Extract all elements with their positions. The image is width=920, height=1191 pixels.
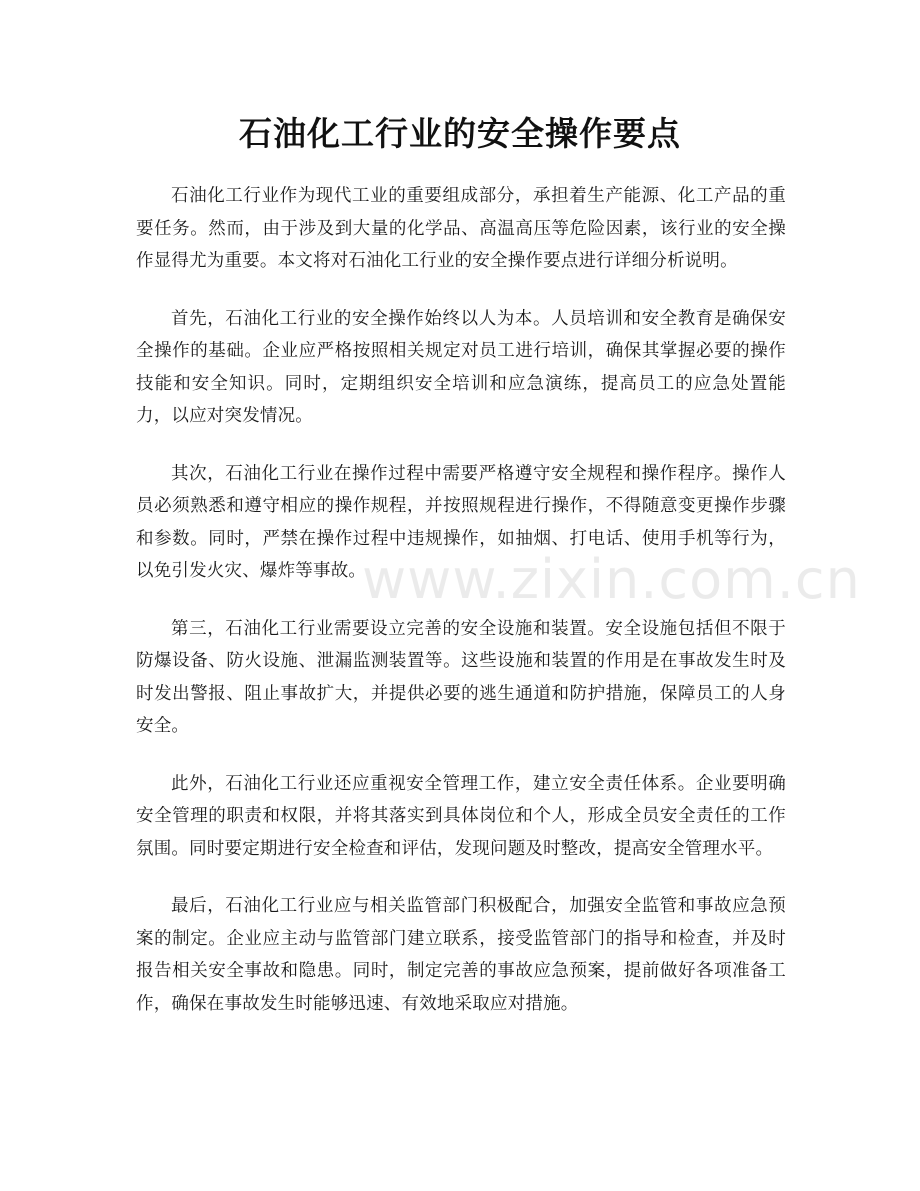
paragraph-first: 首先，石油化工行业的安全操作始终以人为本。人员培训和安全教育是确保安全操作的基础。企业应严格按照相关规定对员工进行培训，确保其掌握必要的操作技能和安全知识。同时，定期组织安全培训和应急演练，提高员工的应急处置能力，以应对突发情况。 — [136, 308, 786, 426]
paragraph-second: 其次，石油化工行业在操作过程中需要严格遵守安全规程和操作程序。操作人员必须熟悉和遵守相应的操作规程，并按照规程进行操作，不得随意变更操作步骤和参数。同时，严禁在操作过程中违规操作，如抽烟、打电话、使用手机等行为，以免引发火灾、爆炸等事故。 — [136, 463, 786, 581]
paragraph-finally: 最后，石油化工行业应与相关监管部门积极配合，加强安全监管和事故应急预案的制定。企业应主动与监管部门建立联系，接受监管部门的指导和检查，并及时报告相关安全事故和隐患。同时，制定完善的事故应急预案，提前做好各项准备工作，确保在事故发生时能够迅速、有效地采取应对措施。 — [136, 896, 786, 1014]
document-body — [136, 180, 786, 1045]
document-title: 石油化工行业的安全操作要点 — [239, 114, 681, 153]
paragraph-intro: 石油化工行业作为现代工业的重要组成部分，承担着生产能源、化工产品的重要任务。然而，由于涉及到大量的化学品、高温高压等危险因素，该行业的安全操作显得尤为重要。本文将对石油化工行业的安全操作要点进行详细分析说明。 — [136, 186, 786, 271]
paragraph-third: 第三，石油化工行业需要设立完善的安全设施和装置。安全设施包括但不限于防爆设备、防火设施、泄漏监测装置等。这些设施和装置的作用是在事故发生时及时发出警报、阻止事故扩大，并提供必要的逃生通道和防护措施，保障员工的人身安全。 — [136, 618, 786, 736]
paragraph-additionally: 此外，石油化工行业还应重视安全管理工作，建立安全责任体系。企业要明确安全管理的职责和权限，并将其落实到具体岗位和个人，形成全员安全责任的工作氛围。同时要定期进行安全检查和评估，发现问题及时整改，提高安全管理水平。 — [136, 773, 786, 859]
watermark: www.zixin.com.cn — [362, 548, 861, 611]
